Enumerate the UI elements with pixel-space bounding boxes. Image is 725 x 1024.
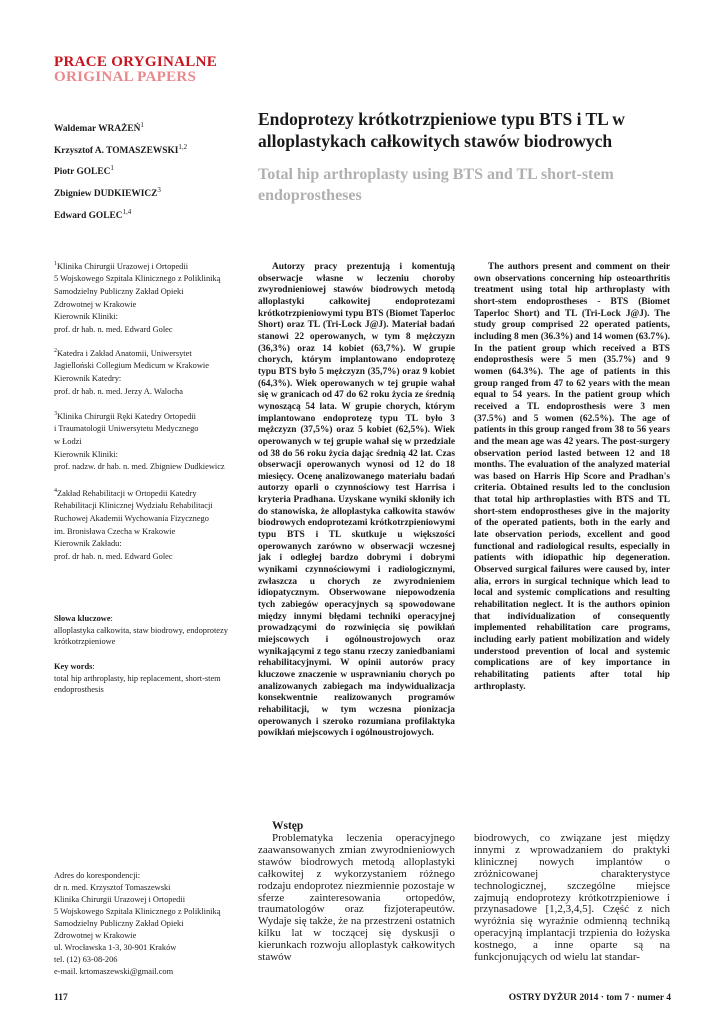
introduction-text-right: biodrowych, co związane jest między innymi z wprowadzaniem do praktyki klinicznej nowych implantów o zróżnicowanej charakterystyce technologicznej, szczególne miejsce zajmują endoprotezy krótkotrzpieniowe i przynasadowe [1,2,3,4,5]. Część z nich wyróżnia się wyraźnie odmienną techniką operacyjną implantacji trzpienia do łożyska kostnego, a inne oparte są na funkcjonujących od wielu lat standar- <box>474 832 670 964</box>
article-title-pl: Endoprotezy krótkotrzpieniowe typu BTS i TL w alloplastykach całkowitych stawów biodrowych <box>258 109 625 151</box>
section-label-pl: PRACE ORYGINALNE <box>54 54 218 70</box>
keywords-en: Key words: total hip arthroplasty, hip replacement, short-stem endoprosthesis <box>54 662 221 694</box>
abstract-pl: Autorzy pracy prezentują i komentują obserwacje własne w leczeniu choroby zwyrodnieniowej stawów biodrowych metodą alloplastyki całkowitej endoprotezami krótkotrzpieniowymi typu BTS (Biomet Taperloc Short) oraz TL (Tri-Lock J@J). Materiał badań stanowi 22 operowanych, w tym 8 mężczyzn (36,3%) oraz 14 kobiet (63,7%). W grupie chorych, którym implantowano endoprotezę typu BTS było 5 mężczyzn (35,7%) oraz 9 kobiet (64,3%). Wiek operowanych w tej grupie wahał się w granicach od 47 do 62 roku życia ze średnią wynoszącą 54 lata. W grupie chorych, którym implantowano endoprotezę typu TL było 3 mężczyzn (37,5%) oraz 5 kobiet (62,5%). Wiek operowanych w tej grupie wahał się w przedziale od 38 do 56 roku życia dając średnią 42 lat. Czas obserwacji operowanych wynosi od 12 do 18 miesięcy. Ocenę analizowanego materiału badań autorzy oparli o czynnościowy test Harrisa i kryteria Pradhana. Uzyskane wyniki skłoniły ich do stanowiska, że alloplastyka całkowita stawów biodrowych endoprotezami krótkotrzpieniowymi typu BTS i TL skutkuje u większości operowanych zarówno w obserwacji wczesnej jak i odległej bardzo dobrymi i dobrymi wynikami czynnościowymi i radiologicznymi, zwłaszcza u chorych ze zwyrodnieniem idiopatycznym. Obserwowane niepowodzenia tych zabiegów operacyjnych są spowodowane między innymi błędami techniki operacyjnej prowadzącymi do rozwinięcia się powikłań miejscowych i ogólnoustrojowych oraz wynikającymi z tego stanu rzeczy zaniedbaniami rehabilitacyjnymi. W opinii autorów pracy kluczowe znaczenie w usprawnianiu chorych po analizowanych zabiegach ma indywidualizacja konsekwentnie realizowanych programów rehabilitacji, w tym wczesna pionizacja operowanych i szeroko rozumiana profilaktyka powikłań miejscowych i ogólnoustrojowych. <box>258 262 455 739</box>
page-number: 117 <box>54 993 68 1003</box>
affiliation: $^4$Zakład Rehabilitacji w Ortopedii Katedry Rehabilitacji Klinicznej Wydziału Rehabilitacji Ruchowej Akademii Wychowania Fizycznego im. Bronisława Czecha w Krakowie Kierownik Zakładu: prof. dr hab. n. med. Edward Golec <box>54 488 213 561</box>
article-title-en: Total hip arthroplasty using BTS and TL short-stem endoprostheses <box>258 166 614 204</box>
author: Waldemar WRAŻEŃ$^1$ <box>54 121 144 135</box>
author-list <box>54 117 187 225</box>
journal-footer: OSTRY DYŻUR 2014 · tom 7 · numer 4 <box>508 993 671 1003</box>
author: Krzysztof A. TOMASZEWSKI$^{1,2}$ <box>54 142 188 156</box>
author: Piotr GOLEC$^1$ <box>54 164 114 178</box>
section-label-en: ORIGINAL PAPERS <box>54 69 197 85</box>
affiliation: $^3$Klinika Chirurgii Ręki Katedry Ortopedii i Traumatologii Uniwersytetu Medycznego w Łodzi Kierownik Kliniki: prof. nadzw. dr hab. n. med. Zbigniew Dudkiewicz <box>54 411 225 472</box>
introduction-text-left: Problematyka leczenia operacyjnego zaawansowanych zmian zwyrodnieniowych stawów biodrowych metodą alloplastyki całkowitej z wykorzystaniem różnego rodzaju endoprotez niezmiennie pozostaje w sferze zainteresowania ortopedów, traumatologów oraz fizjoterapeutów. Wydaje się także, że na przestrzeni ostatnich kilku lat w toczącej się dyskusji o kierunkach rozwoju alloplastyk całkowitych stawów <box>258 832 455 964</box>
correspondence-address: Adres do korespondencji: dr n. med. Krzysztof Tomaszewski Klinika Chirurgii Urazowej i Ortopedii 5 Wojskowego Szpitala Klinicznego z Polikliniką Samodzielny Publiczny Zakład Opieki Zdrowotnej w Krakowie ul. Wrocławska 1-3, 30-901 Kraków tel. (12) 63-08-206 e-mail. krtomaszewski@gmail.com <box>54 871 221 976</box>
author: Edward GOLEC$^{1,4}$ <box>54 207 132 221</box>
affiliation: $^1$Klinika Chirurgii Urazowej i Ortopedii 5 Wojskowego Szpitala Klinicznego z Polikliniką Samodzielny Publiczny Zakład Opieki Zdrowotnej w Krakowie Kierownik Kliniki: prof. dr hab. n. med. Edward Golec <box>54 261 221 334</box>
abstract-en: The authors present and comment on their own observations concerning hip osteoarthritis treatment using total hip arthroplasty with short-stem endoprostheses - BTS (Biomet Taperloc Short) and TL (Tri-Lock J@J). The study group comprised 22 operated patients, including 8 men (36.3%) and 14 women (63.7%). In the patient group which received a BTS endoprosthesis were 5 men (35.7%) and 9 women (64.3%). The age of patients in this group ranged from 47 to 62 years with the mean equal to 54 years. In the patient group which received a TL endoprosthesis were 3 men (37.5%) and 5 women (62.5%). The age of patients in this group ranged from 38 to 56 years and the mean age was 42 years. The post-surgery observation period lasted between 12 and 18 months. The evaluation of the analyzed material was based on Harris Hip Score and Pradhan's criteria. Obtained results led to the conclusion that total hip arthroplasties with BTS and TL short-stem endoprostheses give in the majority of the operated patients, both in the early and late observation periods, excellent and good functional and radiological results, especially in patients with idiopathic hip degeneration. Observed surgical failures were caused by, inter alia, errors in surgical technique which lead to local and systemic complications and resulting rehabilitation neglect. It is the authors opinion that individualization of consequently implemented rehabilitation care programs, including early patient mobilization and widely understood prevention of local and systemic complications are of key importance in rehabilitating patients after total hip arthroplasty. <box>474 262 670 692</box>
affiliation: $^2$Katedra i Zakład Anatomii, Uniwersytet Jagielloński Collegium Medicum w Krakowie Kierownik Katedry: prof. dr hab. n. med. Jerzy A. Walocha <box>54 348 209 396</box>
keywords-pl: Słowa kluczowe: alloplastyka całkowita, staw biodrowy, endoprotezy krótkotrzpieniowe <box>54 614 228 646</box>
author: Zbigniew DUDKIEWICZ$^3$ <box>54 185 161 199</box>
section-heading-introduction: Wstęp <box>272 820 304 832</box>
